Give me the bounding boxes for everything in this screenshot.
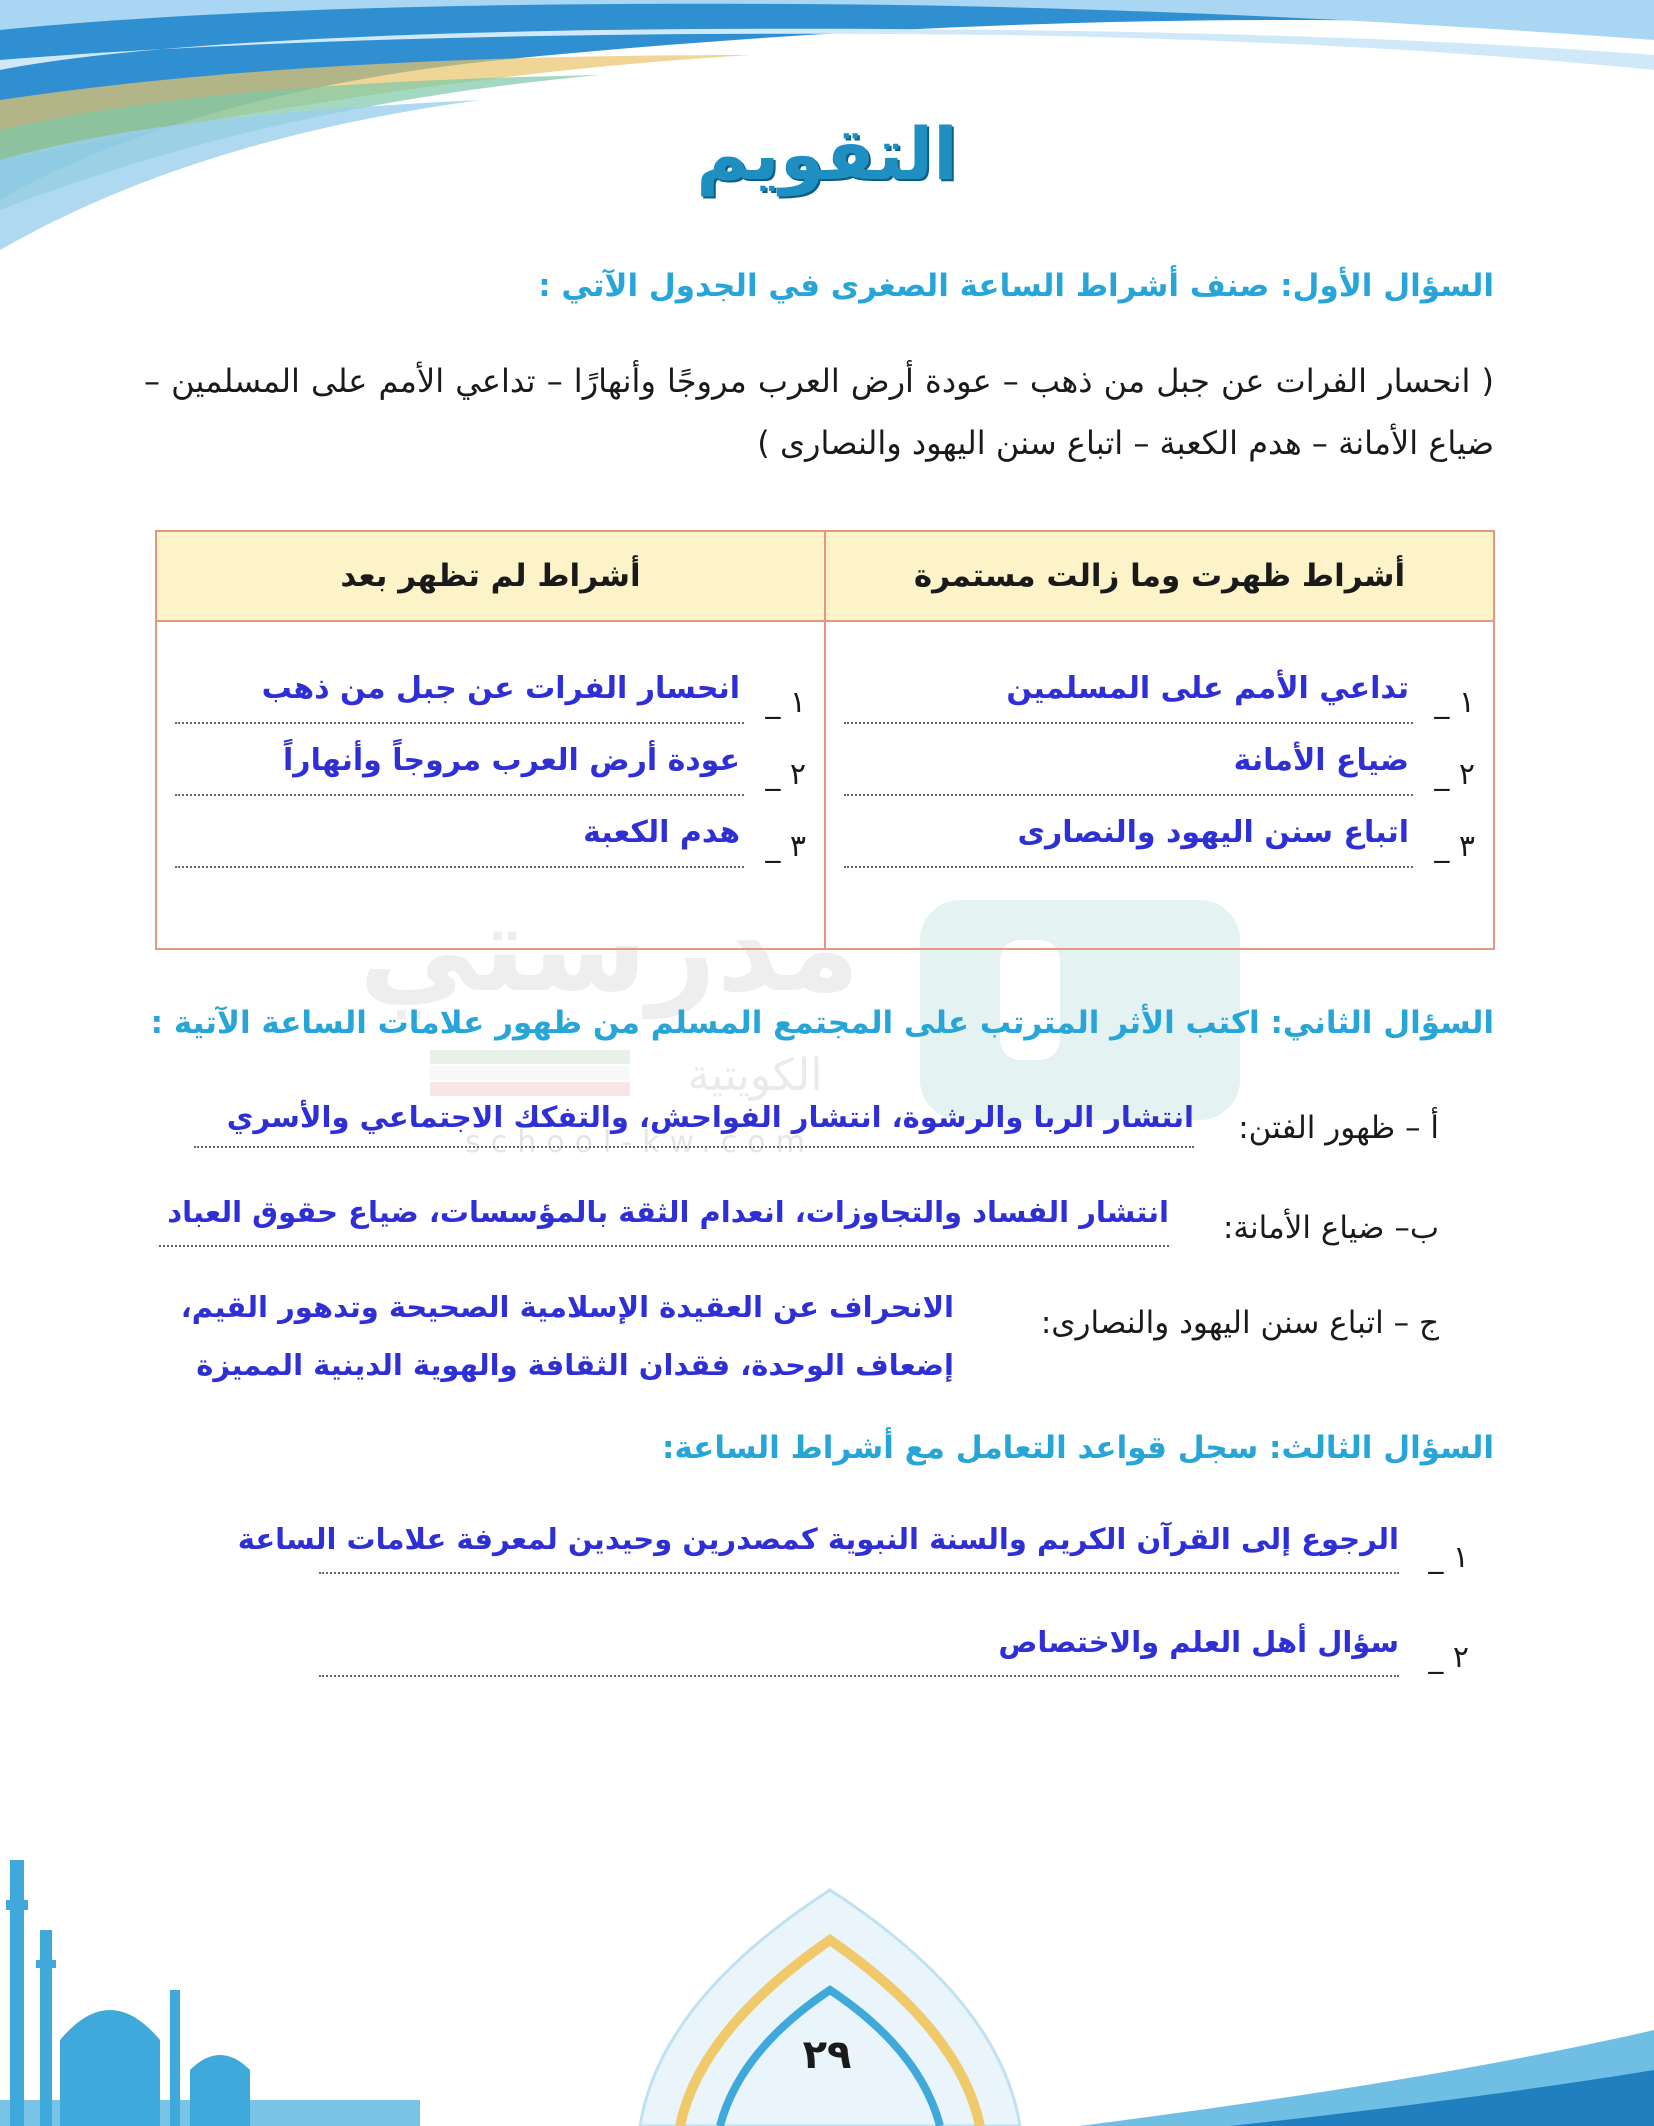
q1-paragraph: ( انحسار الفرات عن جبل من ذهب – عودة أرض العرب مروجًا وأنهارًا – تداعي الأمم على المسلمين – ضياع الأمانة – هدم الكعبة – اتباع سنن اليهود والنصارى ) — [144, 362, 1494, 462]
watermark-sub: الكويتية — [687, 1050, 823, 1101]
q2-answer-a[interactable]: انتشار الربا والرشوة، انتشار الفواحش، والتفكك الاجتماعي والأسري — [194, 1100, 1194, 1148]
answer-field[interactable]: اتباع سنن اليهود والنصارى — [844, 810, 1413, 868]
q2-answer-c-line2[interactable]: إضعاف الوحدة، فقدان الثقافة والهوية الدينية المميزة — [196, 1348, 954, 1382]
list-item — [844, 652, 1475, 724]
watermark-url: school-kw.com — [465, 1125, 815, 1160]
q3-heading: السؤال الثالث: سجل قواعد التعامل مع أشراط الساعة: — [661, 1430, 1494, 1466]
list-item — [175, 724, 806, 796]
answer-field[interactable]: ضياع الأمانة — [844, 738, 1413, 796]
item-number: ٣ _ — [1434, 829, 1475, 864]
signs-table — [155, 530, 1495, 950]
q1-heading: السؤال الأول: صنف أشراط الساعة الصغرى في الجدول الآتي : — [538, 268, 1494, 304]
appeared-cell — [825, 621, 1494, 949]
q2-label-c: ج – اتباع سنن اليهود والنصارى: — [1040, 1305, 1439, 1341]
item-number: ١ _ — [765, 685, 806, 720]
q3-item-number-1: ١ _ — [1428, 1540, 1469, 1575]
q2-label-b: ب– ضياع الأمانة: — [1222, 1210, 1439, 1246]
q3-answer-1[interactable]: الرجوع إلى القرآن الكريم والسنة النبوية كمصدرين وحيدين لمعرفة علامات الساعة — [319, 1522, 1399, 1574]
list-item — [175, 796, 806, 868]
answer-field[interactable]: عودة أرض العرب مروجاً وأنهاراً — [175, 738, 744, 796]
answer-field[interactable]: انحسار الفرات عن جبل من ذهب — [175, 666, 744, 724]
item-number: ١ _ — [1434, 685, 1475, 720]
q2-label-a: أ – ظهور الفتن: — [1238, 1110, 1439, 1146]
col-header-not-appeared: أشراط لم تظهر بعد — [156, 531, 825, 621]
q2-answer-b[interactable]: انتشار الفساد والتجاوزات، انعدام الثقة بالمؤسسات، ضياع حقوق العباد — [159, 1195, 1169, 1247]
answer-field[interactable]: هدم الكعبة — [175, 810, 744, 868]
watermark-brand: مدرستي — [358, 880, 860, 1019]
item-number: ٢ _ — [1434, 757, 1475, 792]
list-item — [175, 652, 806, 724]
mosque-silhouette-icon — [0, 1840, 420, 2126]
page-title: التقويم — [696, 112, 958, 196]
not-appeared-cell — [156, 621, 825, 949]
list-item — [844, 724, 1475, 796]
col-header-appeared: أشراط ظهرت وما زالت مستمرة — [825, 531, 1494, 621]
answer-field[interactable]: تداعي الأمم على المسلمين — [844, 666, 1413, 724]
dome-ornament-icon — [620, 1880, 1040, 2126]
item-number: ٣ _ — [765, 829, 806, 864]
q3-answer-2[interactable]: سؤال أهل العلم والاختصاص — [319, 1625, 1399, 1677]
page-number: ٢٩ — [802, 2032, 852, 2078]
q2-heading: السؤال الثاني: اكتب الأثر المترتب على المجتمع المسلم من ظهور علامات الساعة الآتية : — [150, 1005, 1494, 1041]
q2-answer-c-line1[interactable]: الانحراف عن العقيدة الإسلامية الصحيحة وتدهور القيم، — [180, 1290, 954, 1324]
item-number: ٢ _ — [765, 757, 806, 792]
q3-item-number-2: ٢ _ — [1428, 1640, 1469, 1675]
list-item — [844, 796, 1475, 868]
